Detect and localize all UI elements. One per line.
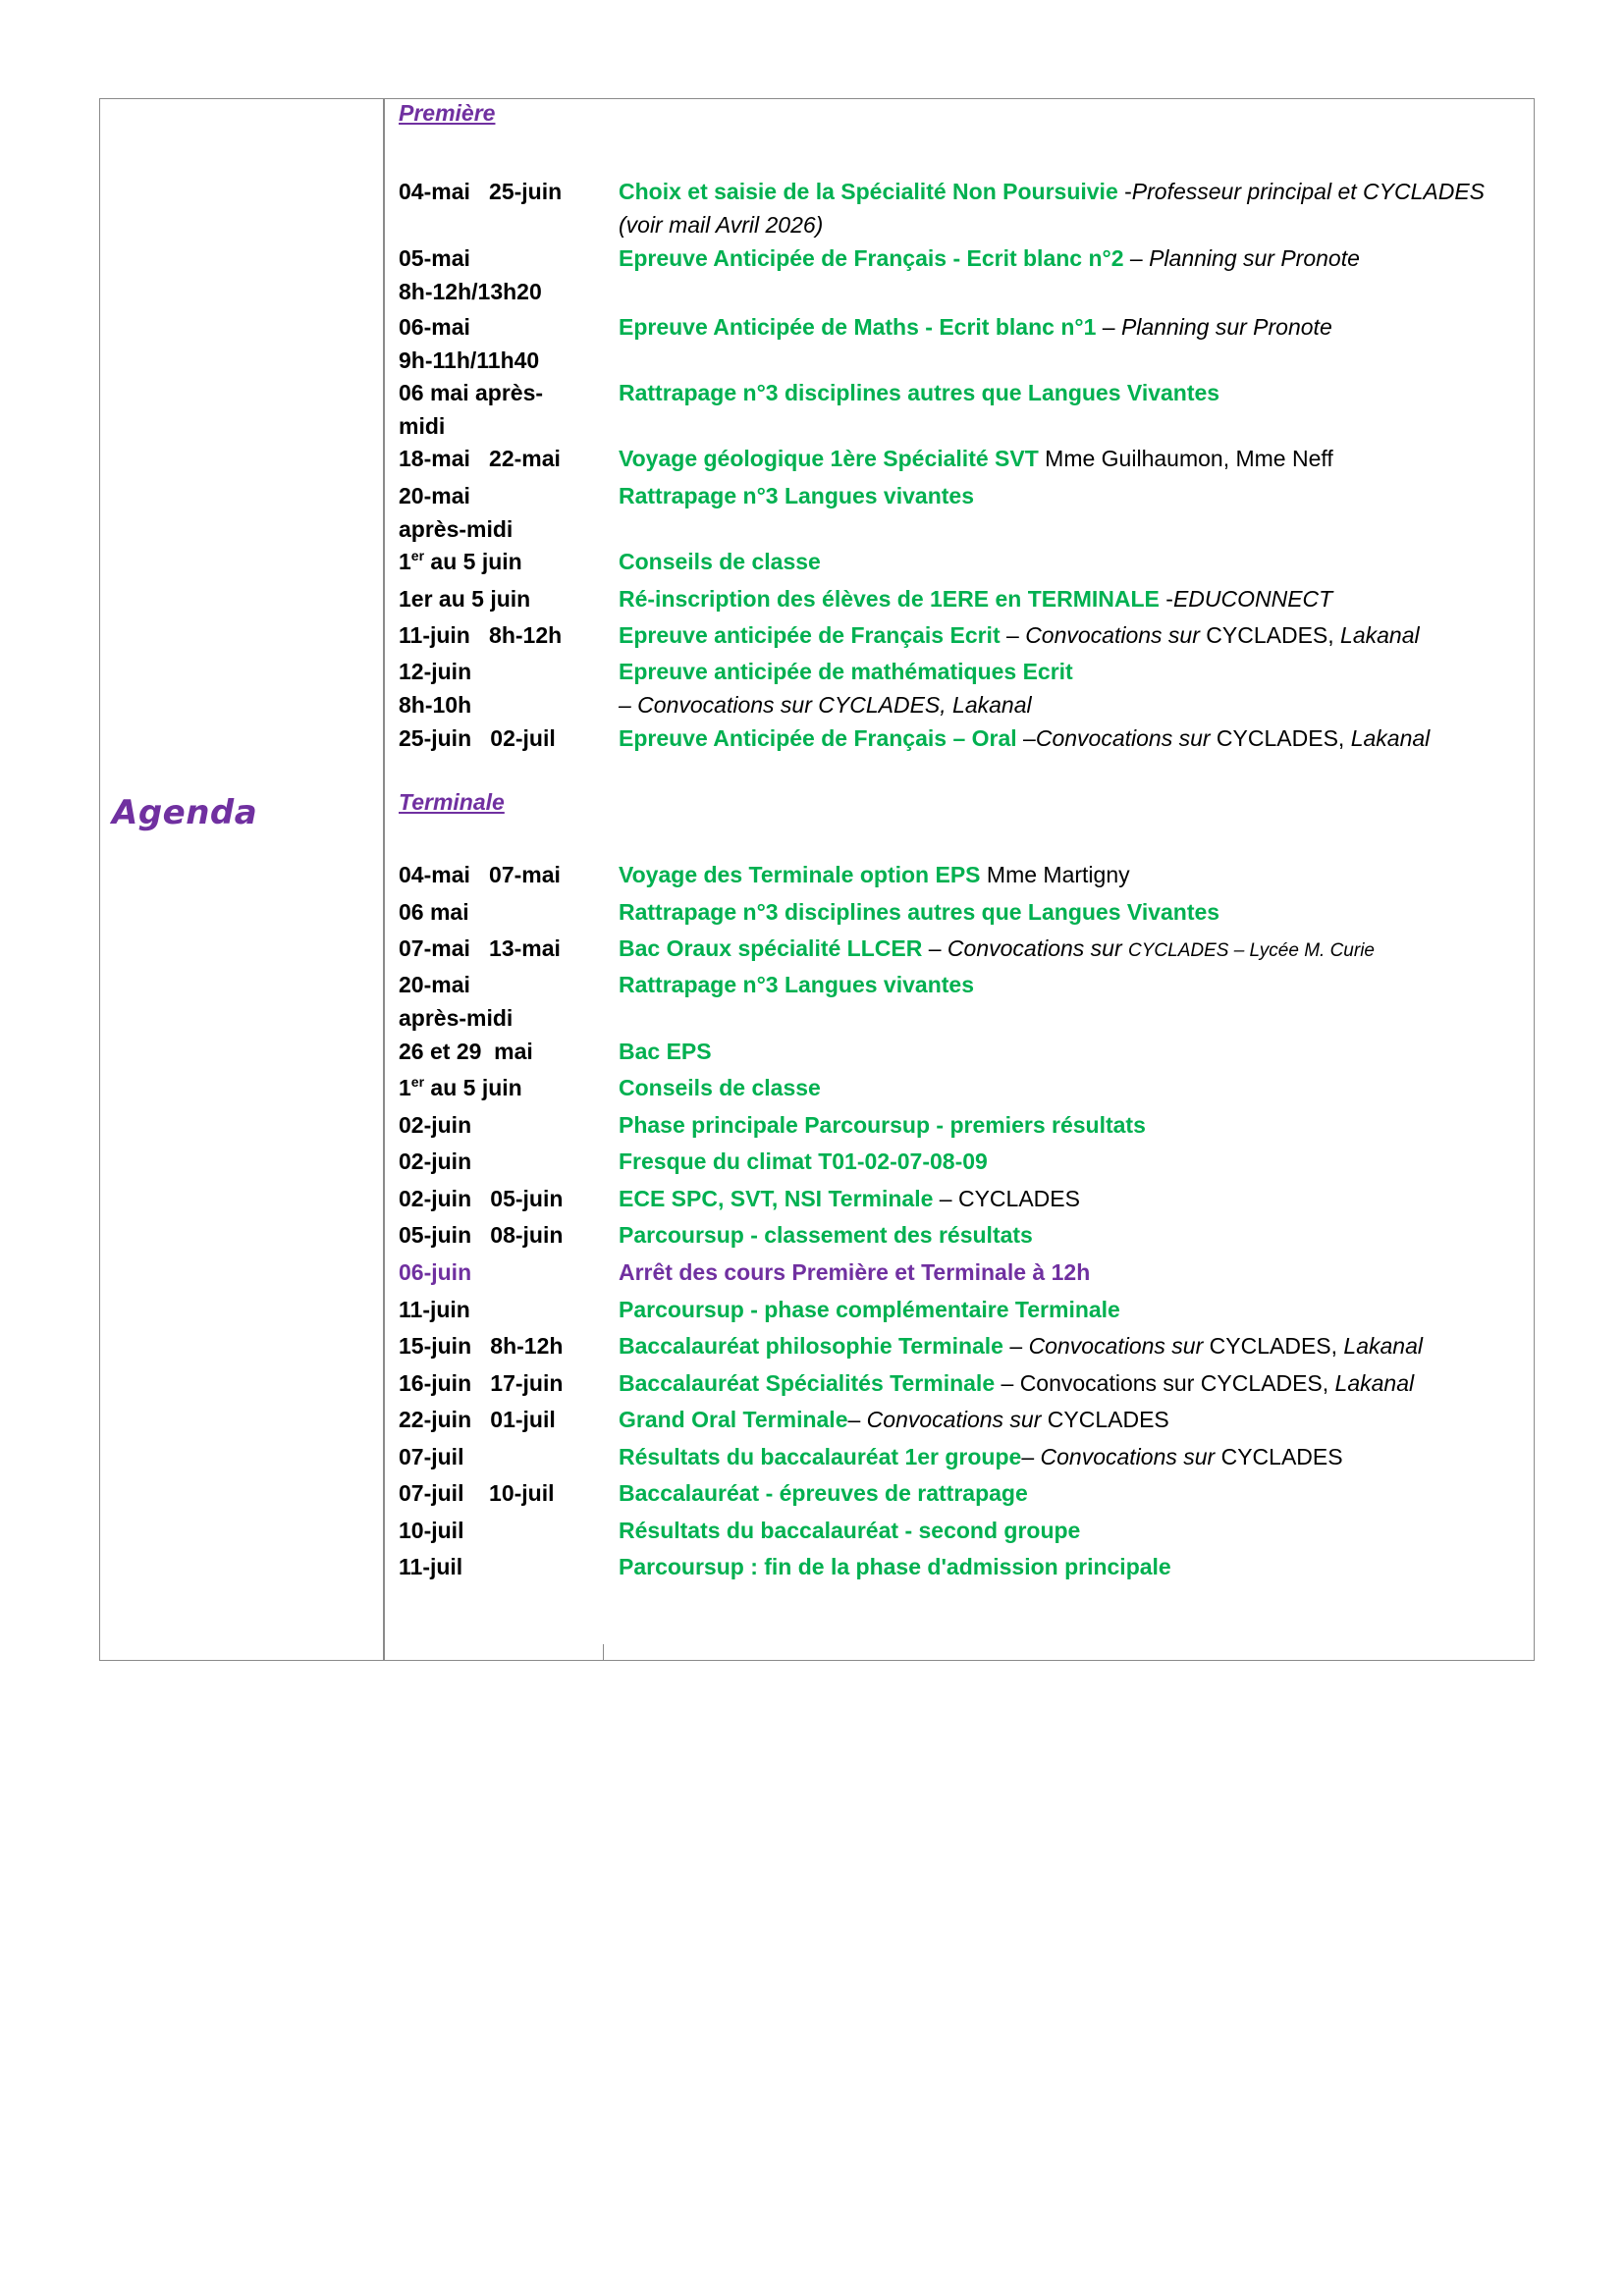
event-date: 02-juin <box>399 1148 472 1174</box>
event-title: Epreuve anticipée de Français Ecrit <box>619 622 1001 648</box>
date-part: 1 <box>399 549 411 574</box>
event-date: 16-juin 17-juin <box>399 1370 564 1396</box>
event-description <box>619 1035 1522 1068</box>
event-title: Choix et saisie de la Spécialité Non Poursuivie <box>619 179 1118 204</box>
event-note: Convocations sur <box>1025 622 1200 648</box>
event-note: Professeur principal et CYCLADES (voir mail Avril 2026) <box>619 179 1486 238</box>
event-description <box>619 1255 1522 1289</box>
date-ordinal-suffix: er <box>410 548 425 563</box>
event-note: EDUCONNECT <box>1172 586 1333 612</box>
event-note: Lakanal <box>1343 1333 1423 1359</box>
event-description <box>619 1476 1522 1510</box>
event-title: Bac EPS <box>619 1039 712 1064</box>
event-date: 07-juil <box>399 1444 464 1469</box>
event-note: CYCLADES, <box>1210 725 1351 751</box>
event-title: Rattrapage n°3 disciplines autres que Langues Vivantes <box>619 380 1220 405</box>
event-date: 25-juin 02-juil <box>399 725 556 751</box>
event-title: Rattrapage n°3 disciplines autres que Langues Vivantes <box>619 899 1220 925</box>
date-ordinal-suffix: er <box>410 1074 425 1090</box>
event-date: 05-mai 8h-12h/13h20 <box>399 245 542 304</box>
event-description <box>619 1293 1522 1326</box>
event-separator: - <box>1159 586 1173 612</box>
event-date: 06-juin <box>399 1259 472 1285</box>
date-part: au 5 juin <box>424 549 522 574</box>
event-title: Epreuve Anticipée de Français – Oral <box>619 725 1017 751</box>
event-note: CYCLADES <box>957 1186 1080 1211</box>
event-description <box>619 1182 1522 1215</box>
event-description <box>619 310 1522 344</box>
event-title: Bac Oraux spécialité LLCER <box>619 935 923 961</box>
event-description <box>619 1071 1522 1104</box>
event-description <box>619 479 1522 512</box>
event-date: 04-mai 25-juin <box>399 179 563 204</box>
event-date: 06 mai après- midi <box>399 380 544 439</box>
event-description <box>619 1145 1522 1178</box>
event-title: Résultats du baccalauréat 1er groupe <box>619 1444 1022 1469</box>
event-title: Conseils de classe <box>619 549 821 574</box>
column-divider-stub <box>603 1644 604 1661</box>
event-note: – Convocations sur CYCLADES, Lakanal <box>619 692 1032 718</box>
event-date <box>399 1071 615 1104</box>
event-title: Parcoursup - classement des résultats <box>619 1222 1033 1248</box>
event-description <box>619 618 1522 652</box>
event-date: 18-mai 22-mai <box>399 446 561 471</box>
event-description <box>619 968 1522 1001</box>
event-note: Convocations sur <box>947 935 1129 961</box>
event-note: Convocations sur <box>1028 1333 1204 1359</box>
event-description <box>619 932 1522 968</box>
event-note: Convocations sur CYCLADES, <box>1019 1370 1335 1396</box>
event-title: Conseils de classe <box>619 1075 821 1100</box>
event-date: 1er au 5 juin <box>399 586 531 612</box>
event-separator: – <box>1000 622 1026 648</box>
event-title: Phase principale Parcoursup - premiers résultats <box>619 1112 1146 1138</box>
event-description <box>619 442 1522 475</box>
event-note: CYCLADES – Lycée M. Curie <box>1128 940 1375 961</box>
event-date: 10-juil <box>399 1518 464 1543</box>
event-description <box>619 582 1522 615</box>
event-description <box>619 1403 1522 1436</box>
event-title: Baccalauréat Spécialités Terminale <box>619 1370 996 1396</box>
event-title: Ré-inscription des élèves de 1ERE en TERMINALE <box>619 586 1160 612</box>
event-description <box>619 1440 1522 1473</box>
event-date <box>399 545 615 578</box>
event-date: 26 et 29 mai <box>399 1039 533 1064</box>
event-note: Lakanal <box>1350 725 1431 751</box>
event-date: 06-mai 9h-11h/11h40 <box>399 314 540 373</box>
event-separator: - <box>1117 179 1132 204</box>
event-date: 11-juin 8h-12h <box>399 622 563 648</box>
event-title: Epreuve Anticipée de Français - Ecrit blanc n°2 <box>619 245 1124 271</box>
event-description <box>619 858 1522 891</box>
event-description <box>619 1108 1522 1142</box>
section-heading: Première <box>399 100 496 126</box>
event-separator: – <box>922 935 947 961</box>
event-date: 05-juin 08-juin <box>399 1222 564 1248</box>
column-divider <box>383 98 385 1661</box>
section-heading: Terminale <box>399 789 505 815</box>
event-title: Baccalauréat - épreuves de rattrapage <box>619 1480 1028 1506</box>
event-title: Voyage des Terminale option EPS <box>619 862 981 887</box>
event-description <box>619 1514 1522 1547</box>
event-description <box>619 1550 1522 1583</box>
event-date: 15-juin 8h-12h <box>399 1333 564 1359</box>
event-separator: – <box>1096 314 1121 340</box>
event-note: CYCLADES <box>1215 1444 1343 1469</box>
event-title: Rattrapage n°3 Langues vivantes <box>619 972 974 997</box>
event-date: 11-juin <box>399 1297 470 1322</box>
event-date: 20-mai après-midi <box>399 972 514 1031</box>
event-description <box>619 721 1522 755</box>
event-separator: – <box>933 1186 958 1211</box>
event-description <box>619 895 1522 929</box>
date-part: au 5 juin <box>424 1075 522 1100</box>
event-title: Parcoursup : fin de la phase d'admission principale <box>619 1554 1171 1579</box>
event-title: Résultats du baccalauréat - second groupe <box>619 1518 1081 1543</box>
event-date: 02-juin 05-juin <box>399 1186 564 1211</box>
event-description <box>619 1218 1522 1252</box>
event-title: Arrêt des cours Première et Terminale à 12h <box>619 1259 1091 1285</box>
event-separator: – <box>847 1407 867 1432</box>
date-part: 1 <box>399 1075 411 1100</box>
event-note: CYCLADES, <box>1203 1333 1344 1359</box>
event-date: 04-mai 07-mai <box>399 862 561 887</box>
event-date: 07-juil 10-juil <box>399 1480 555 1506</box>
event-separator: – <box>1016 725 1036 751</box>
event-date: 07-mai 13-mai <box>399 935 561 961</box>
event-title: Rattrapage n°3 Langues vivantes <box>619 483 974 508</box>
event-description <box>619 241 1522 275</box>
event-description <box>619 1329 1522 1362</box>
event-date: 02-juin <box>399 1112 472 1138</box>
event-title: Grand Oral Terminale <box>619 1407 848 1432</box>
event-date: 12-juin 8h-10h <box>399 659 472 718</box>
event-note: CYCLADES, <box>1199 622 1341 648</box>
event-date: 06 mai <box>399 899 469 925</box>
event-separator: – <box>1123 245 1150 271</box>
event-separator: – <box>1021 1444 1041 1469</box>
event-title: Fresque du climat T01-02-07-08-09 <box>619 1148 988 1174</box>
event-note: Planning sur Pronote <box>1120 314 1332 340</box>
event-title: Voyage géologique 1ère Spécialité SVT <box>619 446 1039 471</box>
event-note: Convocations sur <box>1035 725 1211 751</box>
event-note: Convocations sur <box>1040 1444 1216 1469</box>
event-date: 22-juin 01-juil <box>399 1407 556 1432</box>
event-description <box>619 655 1522 721</box>
event-title: Epreuve anticipée de mathématiques Ecrit <box>619 659 1073 684</box>
event-separator: – <box>1002 1333 1029 1359</box>
event-note: Convocations sur <box>866 1407 1042 1432</box>
event-description <box>619 1366 1522 1400</box>
event-description <box>619 545 1522 578</box>
event-title: Epreuve Anticipée de Maths - Ecrit blanc n°1 <box>619 314 1097 340</box>
event-title: Parcoursup - phase complémentaire Terminale <box>619 1297 1120 1322</box>
event-note: Lakanal <box>1340 622 1420 648</box>
agenda-label: Agenda <box>112 793 258 832</box>
event-note: CYCLADES <box>1041 1407 1169 1432</box>
event-note: Lakanal <box>1334 1370 1415 1396</box>
event-note: Mme Guilhaumon, Mme Neff <box>1045 446 1333 471</box>
event-title: Baccalauréat philosophie Terminale <box>619 1333 1003 1359</box>
event-date: 20-mai après-midi <box>399 483 514 542</box>
event-date: 11-juil <box>399 1554 463 1579</box>
event-description <box>619 175 1522 241</box>
event-note: Mme Martigny <box>986 862 1130 887</box>
event-title: ECE SPC, SVT, NSI Terminale <box>619 1186 934 1211</box>
event-separator: – <box>995 1370 1020 1396</box>
event-note: Planning sur Pronote <box>1149 245 1360 271</box>
event-description <box>619 376 1522 409</box>
